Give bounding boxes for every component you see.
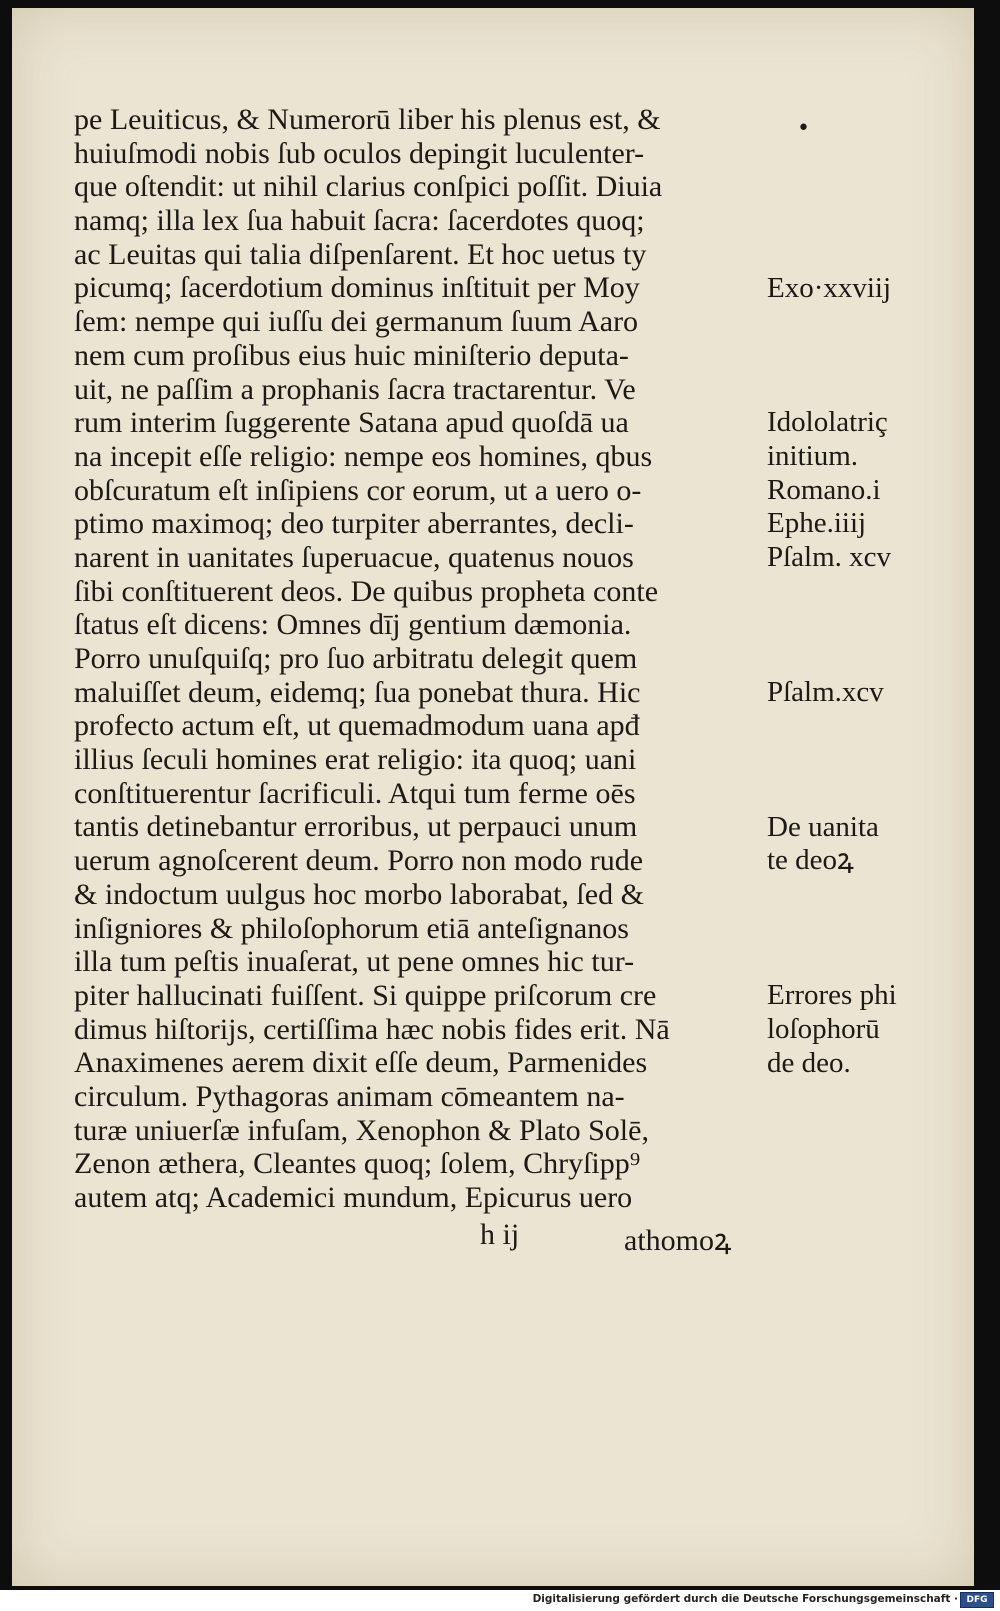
text-line: narent in uanitates ſuperuacue, quatenus nouos [74, 540, 634, 574]
text-line: namq; illa lex ſua habuit ſacra: ſacerdotes quoq; [74, 204, 645, 238]
margin-note: De uanita [767, 810, 879, 843]
text-line: conſtituerentur ſacrificuli. Atqui tum ferme oēs [74, 776, 636, 810]
text-line: dimus hiſtorijs, certiſſima hæc nobis fides erit. Nā [74, 1012, 670, 1046]
text-line: rum interim ſuggerente Satana apud quoſdā ua [74, 406, 629, 440]
text-line: ſtatus eſt dicens: Omnes dīj gentium dæmonia. [74, 608, 632, 642]
text-line: uit, ne paſſim a prophanis ſacra tractarentur. Ve [74, 372, 636, 406]
text-line: ptimo maximoq; deo turpiter aberrantes, decli- [74, 507, 634, 541]
margin-note: Ephe.iiij [767, 507, 867, 540]
text-line: ac Leuitas qui talia diſpenſarent. Et hoc uetus ty [74, 237, 647, 271]
text-line: autem atq; Academici mundum, Epicurus uero [74, 1181, 633, 1214]
text-line: inſigniores & philoſophorum etiā anteſignanos [74, 911, 629, 945]
text-line: illius ſeculi homines erat religio: ita quoq; uani [74, 743, 637, 777]
text-line: ſem: nempe qui iuſſu dei germanum ſuum Aaro [74, 305, 639, 339]
footer-credit: Digitalisierung gefördert durch die Deutsche Forschungsgemeinschaft · [532, 1593, 958, 1605]
text-line: que oſtendit: ut nihil clarius conſpici poſſit. Diuia [74, 170, 663, 204]
margin-note: Errores phi [767, 979, 897, 1012]
text-line: huiuſmodi nobis ſub oculos depingit luculenter- [74, 136, 645, 170]
text-line: obſcuratum eſt inſipiens cor eorum, ut a uero o- [74, 473, 642, 507]
text-line: & indoctum uulgus hoc morbo laborabat, ſed & [74, 877, 644, 911]
text-line: piter hallucinati fuiſſent. Si quippe priſcorum cre [74, 978, 657, 1012]
catchword: athomoꝝ [624, 1224, 732, 1257]
text-line: na incepit eſſe religio: nempe eos homines, qbus [74, 439, 653, 473]
margin-note: Pſalm. xcv [767, 541, 892, 574]
text-line: Porro unuſquiſq; pro ſuo arbitratu delegit quem [74, 642, 638, 675]
ink-mark: • [797, 116, 810, 141]
text-line: Zenon æthera, Cleantes quoq; ſolem, Chryſipp⁹ [74, 1147, 641, 1181]
text-line: maluiſſet deum, eidemq; ſua ponebat thura. Hic [74, 675, 641, 709]
text-line: uerum agnoſcerent deum. Porro non modo rude [74, 844, 644, 878]
dfg-logo: DFG [960, 1592, 994, 1608]
text-line: picumq; ſacerdotium dominus inſtituit per Moy [74, 271, 640, 305]
footer-bar [0, 1590, 1000, 1611]
margin-note: initium. [767, 440, 859, 472]
margin-note: te deoꝝ [767, 844, 854, 877]
margin-note: de deo. [767, 1046, 851, 1079]
text-line: tantis detinebantur erroribus, ut perpauci unum [74, 810, 638, 844]
signature-mark: h ij [480, 1218, 520, 1251]
text-line: ſibi conſtituerent deos. De quibus propheta conte [74, 574, 659, 608]
margin-note: Idololatriç [767, 406, 888, 439]
text-line: nem cum proſibus eius huic miniſterio deputa- [74, 338, 629, 372]
text-line: illa tum peſtis inuaſerat, ut pene omnes hic tur- [74, 945, 635, 979]
text-line: pe Leuiticus, & Numerorū liber his plenus est, & [74, 103, 661, 136]
margin-note: Romano.i [767, 473, 881, 506]
text-line: Anaximenes aerem dixit eſſe deum, Parmenides [74, 1046, 648, 1080]
margin-note: Pſalm.xcv [767, 675, 884, 708]
book-page [12, 8, 974, 1586]
margin-note: loſophorū [767, 1012, 880, 1045]
margin-note: Exo·xxviij [767, 271, 892, 304]
text-line: circulum. Pythagoras animam cōmeantem na- [74, 1079, 625, 1113]
text-line: turæ uniuerſæ infuſam, Xenophon & Plato Solē, [74, 1113, 649, 1147]
text-line: profecto actum eſt, ut quemadmodum uana apđ [74, 709, 640, 743]
main-text-block [74, 103, 764, 1215]
